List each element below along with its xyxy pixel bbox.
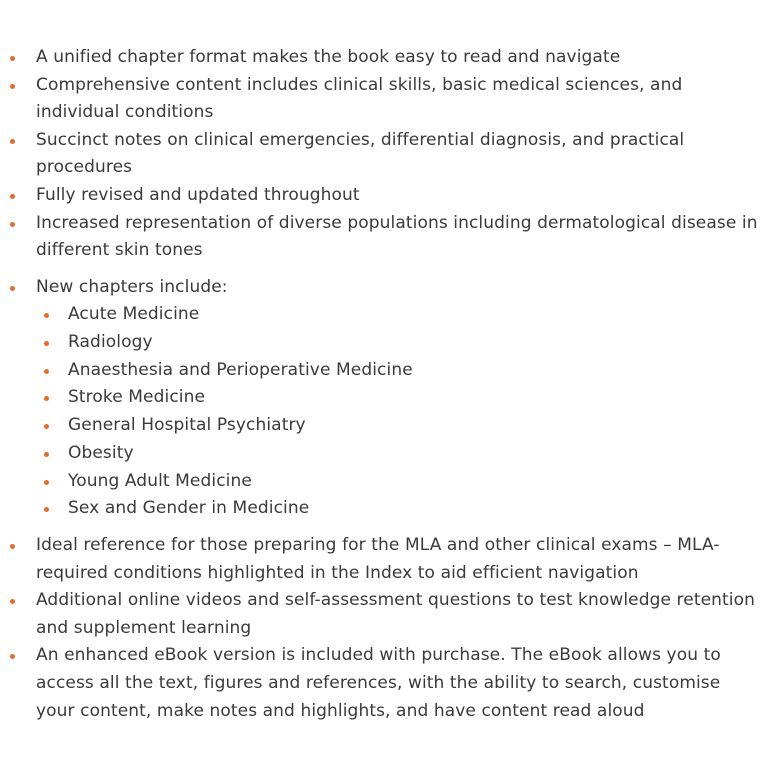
feature-item (0, 642, 760, 725)
chapter-item (36, 301, 760, 329)
bullet-icon (10, 56, 15, 61)
bullet-icon (44, 452, 49, 457)
bullet-icon (44, 507, 49, 512)
feature-text: New chapters include: (36, 276, 228, 297)
chapter-text: Anaesthesia and Perioperative Medicine (68, 359, 413, 380)
chapter-text: Radiology (68, 332, 153, 353)
bullet-icon (10, 222, 15, 227)
feature-item (0, 587, 760, 642)
chapter-text: Sex and Gender in Medicine (68, 498, 310, 519)
bullet-icon (44, 396, 49, 401)
feature-item (0, 532, 760, 587)
bullet-icon (44, 341, 49, 346)
chapter-text: Acute Medicine (68, 304, 200, 325)
new-chapters-list (36, 301, 760, 523)
bullet-icon (44, 480, 49, 485)
chapter-item (36, 384, 760, 412)
chapter-item (36, 440, 760, 468)
feature-item-new-chapters (0, 274, 760, 523)
chapter-text: Obesity (68, 442, 134, 463)
feature-text: Succinct notes on clinical emergencies, differential diagnosis, and practical procedures (36, 129, 685, 178)
bullet-icon (44, 369, 49, 374)
feature-list (0, 44, 760, 725)
chapter-item (36, 329, 760, 357)
feature-text: An enhanced eBook version is included with purchase. The eBook allows you to access all the text, figures and references, with the ability to search, customise your content, make notes and highlights, and have content read aloud (36, 645, 721, 721)
feature-text: Comprehensive content includes clinical skills, basic medical sciences, and individual conditions (36, 74, 683, 123)
feature-text: Fully revised and updated throughout (36, 184, 360, 205)
feature-text: Ideal reference for those preparing for the MLA and other clinical exams – MLA-required conditions highlighted in the Index to aid efficient navigation (36, 534, 720, 583)
feature-item (0, 72, 760, 127)
bullet-icon (10, 599, 15, 604)
feature-item (0, 182, 760, 210)
feature-text: Additional online videos and self-assessment questions to test knowledge retention and supplement learning (36, 590, 755, 638)
bullet-icon (10, 84, 15, 89)
bullet-icon (10, 654, 15, 659)
feature-item (0, 127, 760, 182)
bullet-icon (10, 139, 15, 144)
bullet-icon (10, 194, 15, 199)
chapter-text: Stroke Medicine (68, 387, 206, 408)
bullet-icon (10, 286, 15, 291)
chapter-text: General Hospital Psychiatry (68, 415, 306, 436)
bullet-icon (44, 424, 49, 429)
bullet-icon (10, 544, 15, 549)
feature-item (0, 210, 760, 265)
feature-text: A unified chapter format makes the book easy to read and navigate (36, 47, 621, 67)
feature-item (0, 44, 760, 72)
bullet-icon (44, 313, 49, 318)
chapter-item (36, 468, 760, 496)
chapter-text: Young Adult Medicine (68, 470, 252, 491)
chapter-item (36, 495, 760, 523)
feature-text: Increased representation of diverse populations including dermatological disease in different skin tones (36, 212, 758, 261)
chapter-item (36, 357, 760, 385)
chapter-item (36, 412, 760, 440)
